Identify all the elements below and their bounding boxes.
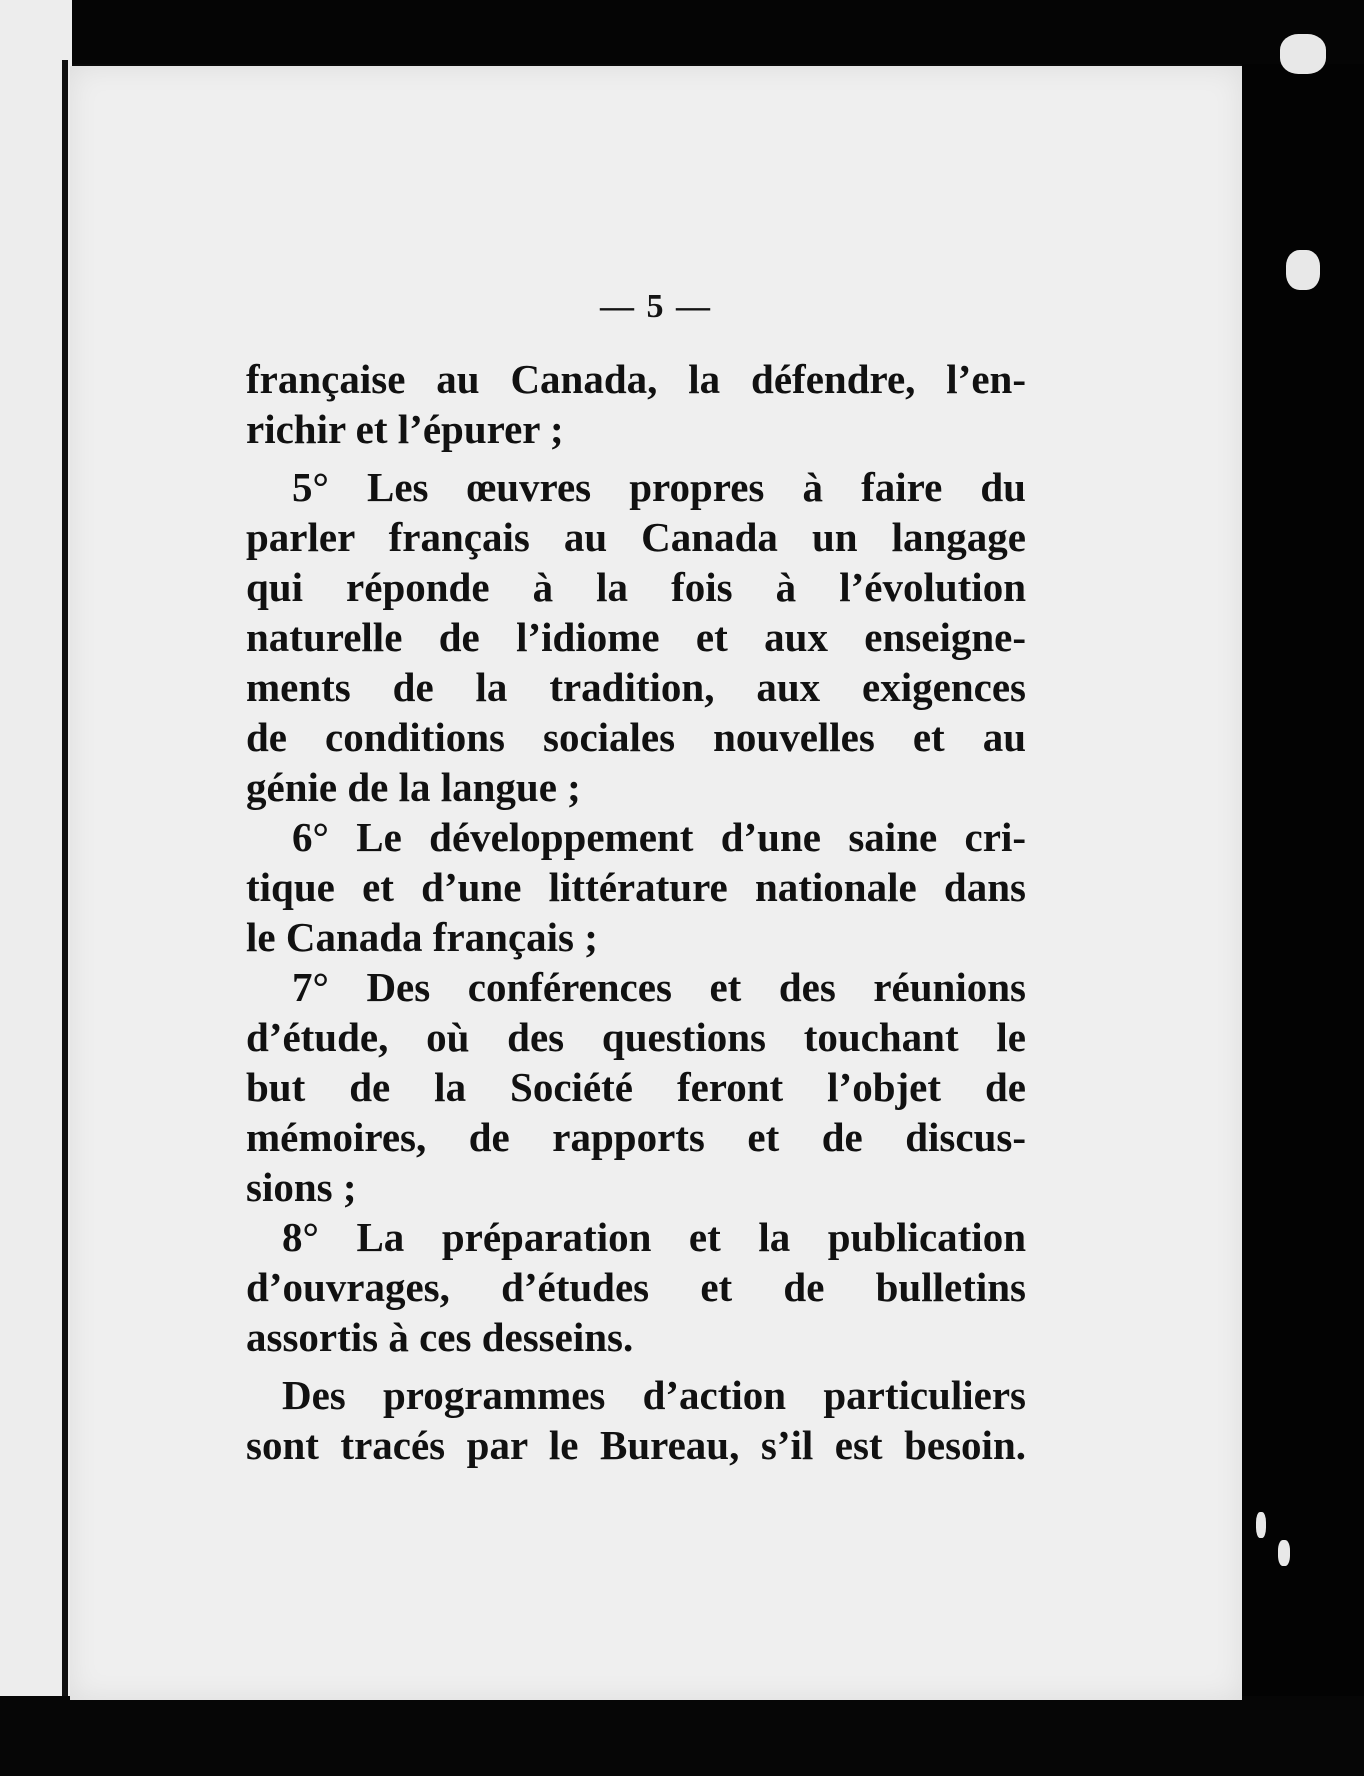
- paragraph: [246, 1370, 1026, 1470]
- scan-speck: [1256, 1512, 1266, 1538]
- text-line: Des programmes d’action particuliers: [282, 1372, 1026, 1418]
- text-line: tique et d’une littérature nationale dans: [246, 864, 1026, 910]
- paragraph: [246, 962, 1026, 1212]
- text-line: naturelle de l’idiome et aux enseigne-: [246, 614, 1026, 660]
- paragraph: [246, 1212, 1026, 1362]
- text-line: le Canada français ;: [246, 914, 598, 960]
- text-line: française au Canada, la défendre, l’en-: [246, 356, 1026, 402]
- book-page: [70, 66, 1242, 1700]
- text-line: assortis à ces desseins.: [246, 1314, 634, 1360]
- text-line: d’ouvrages, d’études et de bulletins: [246, 1264, 1026, 1310]
- text-line: but de la Société feront l’objet de: [246, 1064, 1026, 1110]
- page-number: — 5 —: [600, 288, 712, 325]
- paragraph: [246, 354, 1026, 454]
- text-line: ments de la tradition, aux exigences: [246, 664, 1026, 710]
- text-line: richir et l’épurer ;: [246, 406, 564, 452]
- scan-top-border: [0, 0, 1364, 64]
- text-line: qui réponde à la fois à l’évolution: [246, 564, 1026, 610]
- scan-bottom-border: [0, 1696, 1364, 1776]
- text-line: génie de la langue ;: [246, 764, 581, 810]
- scan-speck: [1280, 34, 1326, 74]
- page-edge-line: [62, 60, 68, 1700]
- text-line: mémoires, de rapports et de discus-: [246, 1114, 1026, 1160]
- scan-speck: [1286, 250, 1320, 290]
- text-line: 6° Le développement d’une saine cri-: [292, 814, 1026, 860]
- text-line: 7° Des conférences et des réunions: [292, 964, 1026, 1010]
- paragraph: [246, 812, 1026, 962]
- scan-right-border: [1242, 64, 1364, 1704]
- scan-left-margin: [0, 0, 72, 1776]
- text-line: d’étude, où des questions touchant le: [246, 1014, 1026, 1060]
- text-line: sont tracés par le Bureau, s’il est besoin.: [246, 1422, 1026, 1468]
- scan-speck: [1278, 1540, 1290, 1566]
- text-line: sions ;: [246, 1164, 357, 1210]
- text-line: 8° La préparation et la publication: [282, 1214, 1026, 1260]
- text-line: 5° Les œuvres propres à faire du: [292, 464, 1026, 510]
- text-line: de conditions sociales nouvelles et au: [246, 714, 1026, 760]
- paragraph: [246, 462, 1026, 812]
- text-line: parler français au Canada un langage: [246, 514, 1026, 560]
- page-body-text: [246, 354, 1026, 1470]
